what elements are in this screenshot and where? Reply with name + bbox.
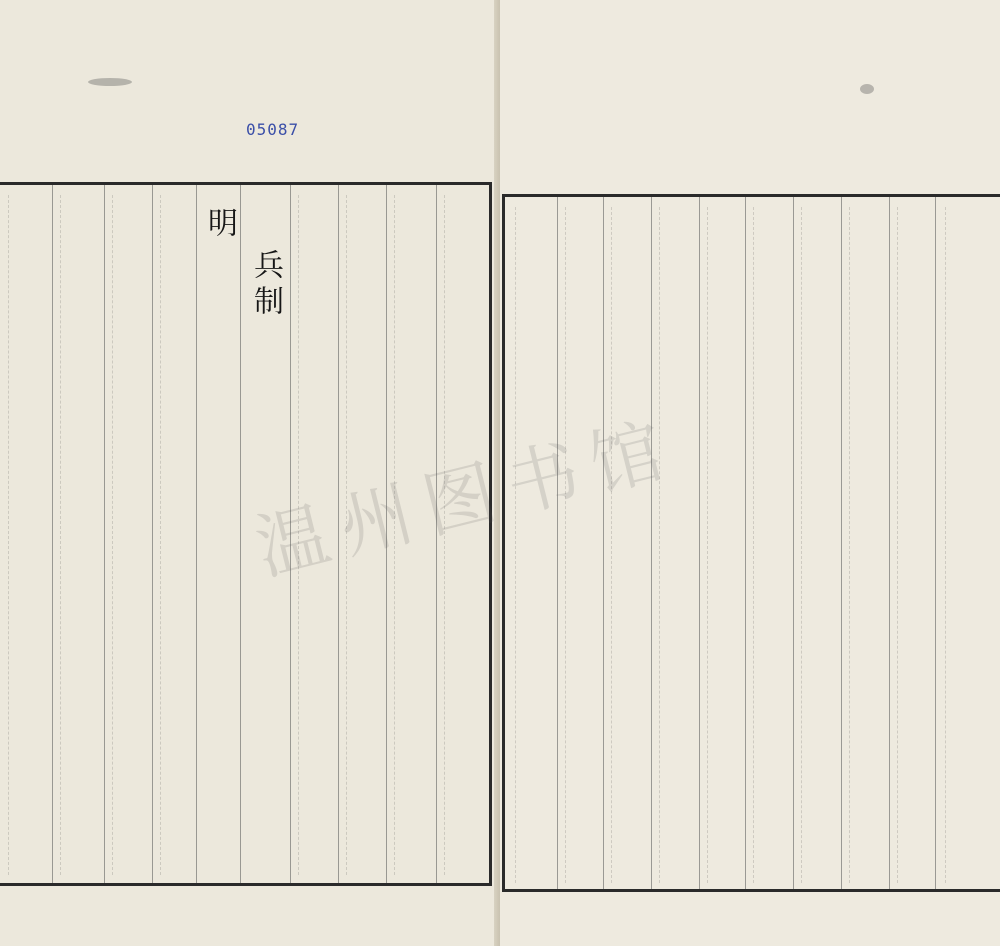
dynasty-heading: 明 xyxy=(202,207,237,243)
text-column-placeholder xyxy=(515,207,536,883)
text-column-placeholder xyxy=(60,195,81,875)
ink-smudge xyxy=(88,78,132,86)
text-column-placeholder xyxy=(659,207,680,883)
text-column-placeholder xyxy=(707,207,728,883)
text-column-placeholder xyxy=(8,195,29,875)
section-heading: 兵制 xyxy=(248,249,283,321)
right-text-frame xyxy=(502,194,1000,892)
library-number-stamp: 05087 xyxy=(246,120,300,139)
text-column-placeholder xyxy=(112,195,133,875)
text-column-placeholder xyxy=(945,207,966,883)
library-watermark: 温州图书馆 xyxy=(247,405,686,591)
text-column-placeholder xyxy=(753,207,774,883)
text-column-placeholder xyxy=(565,207,586,883)
text-column-placeholder xyxy=(160,195,181,875)
text-column-placeholder xyxy=(849,207,870,883)
text-column-placeholder xyxy=(801,207,822,883)
text-column-placeholder xyxy=(897,207,918,883)
ink-smudge xyxy=(860,84,874,94)
text-column-placeholder xyxy=(611,207,632,883)
